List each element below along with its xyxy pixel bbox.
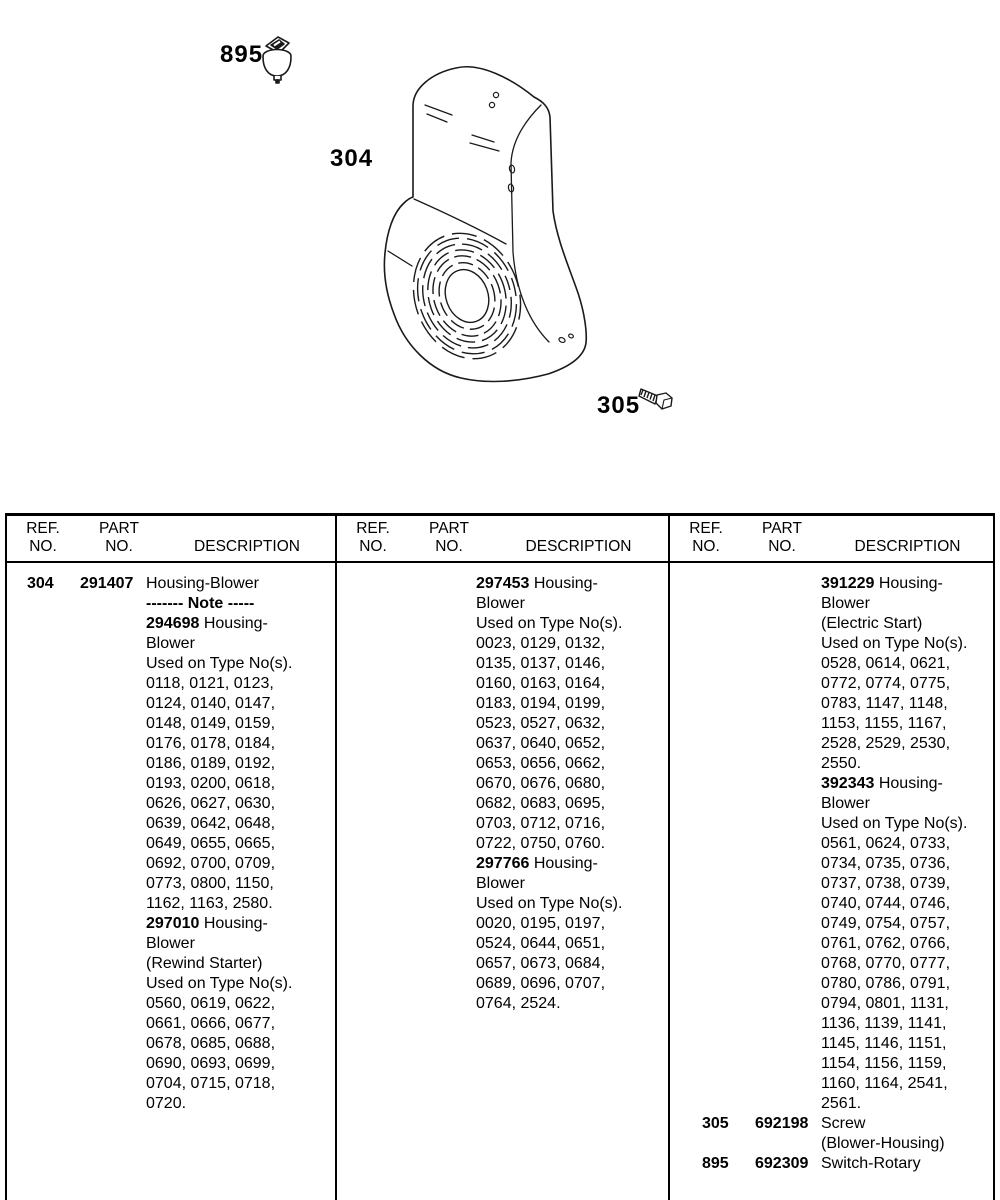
header-part-no: PART NO. xyxy=(99,520,139,555)
callout-304: 304 xyxy=(330,145,374,172)
header-ref-no: REF. NO. xyxy=(689,520,723,555)
table-header xyxy=(7,516,335,563)
exploded-view-diagram xyxy=(0,0,1000,513)
header-description: DESCRIPTION xyxy=(525,538,632,555)
table-header xyxy=(337,516,668,563)
parts-column xyxy=(670,516,993,1200)
table-row: 305 692198 Screw (Blower-Housing) xyxy=(702,1115,945,1152)
callout-895: 895 xyxy=(220,41,264,68)
parts-table xyxy=(5,513,995,1200)
header-part-no: PART NO. xyxy=(429,520,469,555)
header-description: DESCRIPTION xyxy=(854,538,961,555)
rotary-switch-icon xyxy=(256,33,298,85)
table-header xyxy=(670,516,993,563)
header-description: DESCRIPTION xyxy=(194,538,300,555)
blower-housing-illustration xyxy=(0,0,1000,513)
header-ref-no: REF. NO. xyxy=(26,520,60,555)
column-body xyxy=(670,563,993,1174)
column-body xyxy=(7,563,335,1114)
table-row: 304 291407 Housing-Blower ------- Note ----- 294698 Housing- Blower Used on Type No(s). 0118, 0121, 0123, 0124, 0140, 0147, 0148, 0149, 0159, 0176, 0178, 0184, 0186, 0189, 0192, 0193, 0200, 0618, 0626, 0627, 0630, 0639, 0642, 0648, 0649, 0655, 0665, 0692, 0700, 0709, 0773, 0800, 1150, 1162, 1163, 2580. 297010 Housing- Blower (Rewind Starter) Used on Type No(s). 0560, 0619, 0622, 0661, 0666, 0677, 0678, 0685, 0688, 0690, 0693, 0699, 0704, 0715, 0718, 0720. xyxy=(27,575,293,1112)
table-row: 297453 Housing- Blower Used on Type No(s). 0023, 0129, 0132, 0135, 0137, 0146, 0160, 0163, 0164, 0183, 0194, 0199, 0523, 0527, 0632, 0637, 0640, 0652, 0653, 0656, 0662, 0670, 0676, 0680, 0682, 0683, 0695, 0703, 0712, 0716, 0722, 0750, 0760. 297766 Housing- Blower Used on Type No(s). 0020, 0195, 0197, 0524, 0644, 0651, 0657, 0673, 0684, 0689, 0696, 0707, 0764, 2524. xyxy=(476,575,623,1012)
header-ref-no: REF. NO. xyxy=(356,520,390,555)
table-row: 895 692309 Switch-Rotary xyxy=(702,1155,921,1172)
parts-column xyxy=(337,516,670,1200)
header-part-no: PART NO. xyxy=(762,520,802,555)
hex-screw-icon xyxy=(637,385,675,417)
column-body xyxy=(337,563,668,1014)
callout-305: 305 xyxy=(597,392,641,419)
table-row: 391229 Housing- Blower (Electric Start) Used on Type No(s). 0528, 0614, 0621, 0772, 0774, 0775, 0783, 1147, 1148, 1153, 1155, 1167, 2528, 2529, 2530, 2550. 392343 Housing- Blower Used on Type No(s). 0561, 0624, 0733, 0734, 0735, 0736, 0737, 0738, 0739, 0740, 0744, 0746, 0749, 0754, 0757, 0761, 0762, 0766, 0768, 0770, 0777, 0780, 0786, 0791, 0794, 0801, 1131, 1136, 1139, 1141, 1145, 1146, 1151, 1154, 1156, 1159, 1160, 1164, 2541, 2561. xyxy=(821,575,968,1112)
parts-column xyxy=(7,516,337,1200)
